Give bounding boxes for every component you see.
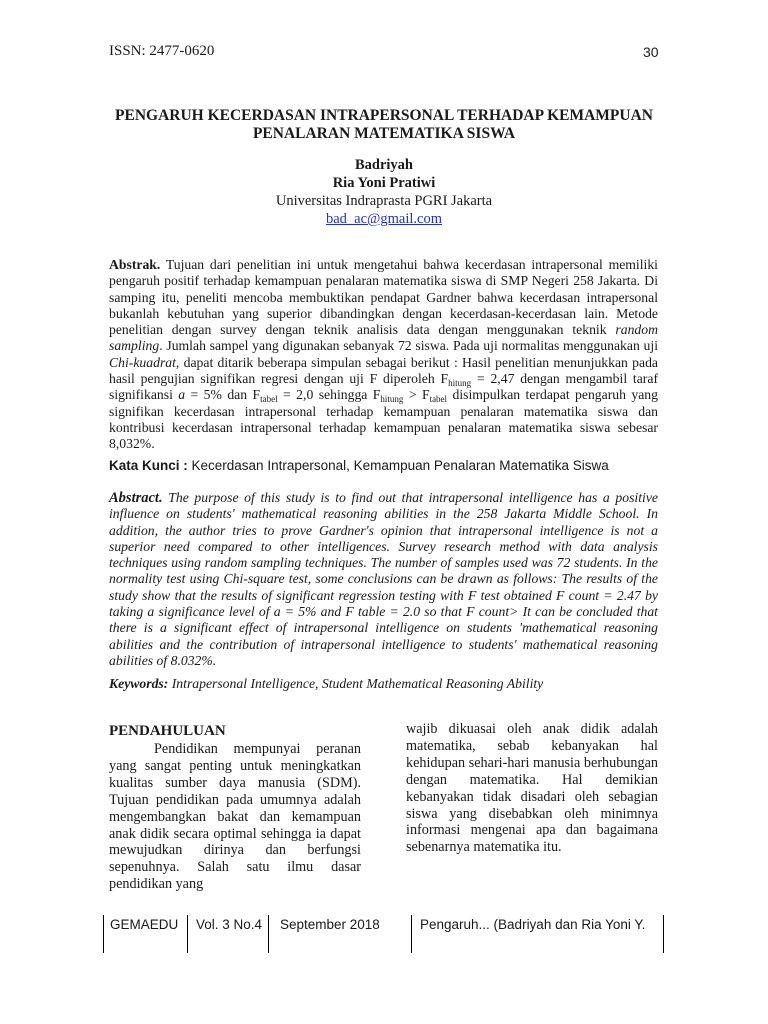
subscript-tabel-2: tabel <box>429 394 448 405</box>
kata-kunci-label: Kata Kunci : <box>109 458 188 473</box>
abstrak-text-5: = 5% dan F <box>185 387 261 403</box>
title-line-1: PENGARUH KECERDASAN INTRAPERSONAL TERHADAP KEMAMPUAN <box>115 107 653 124</box>
intro-left-column <box>109 722 361 893</box>
abstrak-text-7: > F <box>403 387 430 403</box>
paper-title <box>100 107 668 143</box>
abstract-label: Abstract. <box>109 490 163 506</box>
abstrak-text-3: , dapat ditarik beberapa simpulan sebagai berikut : Hasil penelitian menunjukkan pada hasil pengujian signifikan regresi dengan uji F diperoleh F <box>109 354 658 387</box>
footer-divider <box>663 915 664 953</box>
keywords-text: Intrapersonal Intelligence, Student Mathematical Reasoning Ability <box>168 676 544 691</box>
issn-label: ISSN: 2477-0620 <box>109 43 215 59</box>
kata-kunci <box>109 458 658 474</box>
footer-journal: GEMAEDU <box>110 917 179 932</box>
keywords <box>109 676 658 692</box>
abstract-text: The purpose of this study is to find out that intrapersonal intelligence has a positive influence on students' mathematical reasoning abilities in the 258 Jakarta Middle School. In addition, the author tries to prove Gardner's opinion that intrapersonal intelligence is not a superior need compared to other intelligences. Survey research method with data analysis techniques using random sampling techniques. The number of samples used was 72 students. In the normality test using Chi-square test, some conclusions can be drawn as follows: The results of the study show that the results of significant regression testing with F test obtained F count = 2.47 by taking a significance level of a = 5% and F table = 2.0 so that F count> It can be concluded that there is a significant effect of intrapersonal intelligence on students 'mathematical reasoning abilities and the contribution of intrapersonal intelligence to students' mathematical reasoning abilities of 8.032%. <box>109 490 658 668</box>
page-number: 30 <box>643 44 659 60</box>
abstrak-text-6: = 2,0 sehingga F <box>277 387 381 403</box>
abstrak-text-1: Tujuan dari penelitian ini untuk mengetahui bahwa kecerdasan intrapersonal memiliki pengaruh positif terhadap kemampuan penalaran matematika siswa di SMP Negeri 258 Jakarta. Di samping itu, peneliti mencoba membuktikan pendapat Gardner bahwa kecerdasan intrapersonal bukanlah kebutuhan yang superior dibandingkan dengan kecerdasan-kecerdasan lain. Metode penelitian dengan survey dengan teknik analisis data dengan menggunakan teknik <box>109 257 658 338</box>
author-2: Ria Yoni Pratiwi <box>332 175 436 191</box>
intro-paragraph-left: Pendidikan mempunyai peranan yang sangat penting untuk meningkatkan kualitas sumber daya manusia (SDM). Tujuan pendidikan pada umumnya adalah mengembangkan bakat dan kemampuan anak didik secara optimal sehingga ia dapat mewujudkan dirinya dan berfungsi sepenuhnya. Salah satu ilmu dasar pendidikan yang <box>109 741 361 893</box>
footer-date: September 2018 <box>280 917 380 932</box>
keywords-label: Keywords: <box>109 676 169 691</box>
footer-divider <box>411 915 412 953</box>
footer-divider <box>268 915 269 953</box>
section-heading-pendahuluan: PENDAHULUAN <box>109 723 226 739</box>
footer-volume: Vol. 3 No.4 <box>196 917 263 932</box>
author-block <box>100 156 668 228</box>
email-link[interactable]: bad_ac@gmail.com <box>325 211 443 227</box>
abstract-indonesian <box>109 257 658 453</box>
intro-paragraph-right: wajib dikuasai oleh anak didik adalah matematika, sebab kebanyakan hal kehidupan sehari-hari manusia berhubungan dengan matematika. Hal demikian kebanyakan tidak disadari oleh sebagian siswa yang disebabkan oleh minimnya informasi mengenai apa dan bagaimana sebenarnya matematika itu. <box>406 721 658 856</box>
abstrak-text-8: disimpulkan terdapat pengaruh yang signifikan kecerdasan intrapersonal terhadap kemampuan penalaran matematika siswa dan kontribusi kecerdasan intrapersonal terhadap kemampuan penalaran matematika siswa sebesar 8,032%. <box>109 387 658 452</box>
subscript-hitung: hitung <box>448 378 472 389</box>
footer-divider <box>187 915 188 953</box>
abstrak-label: Abstrak. <box>109 257 161 272</box>
subscript-tabel: tabel <box>260 394 278 405</box>
kata-kunci-text: Kecerdasan Intrapersonal, Kemampuan Penalaran Matematika Siswa <box>187 458 609 473</box>
intro-right-column <box>406 721 658 856</box>
abstrak-chi-kuadrat: Chi-kuadrat <box>109 354 176 370</box>
abstrak-random-sampling: random sampling <box>109 322 658 354</box>
footer-citation: Pengaruh... (Badriyah dan Ria Yoni Y. <box>420 917 646 932</box>
footer-divider <box>103 915 104 953</box>
affiliation: Universitas Indraprasta PGRI Jakarta <box>275 193 493 209</box>
abstrak-text-4: = 2,47 dengan mengambil taraf signifikansi <box>109 371 658 403</box>
abstrak-text-2: . Jumlah sampel yang digunakan sebanyak 72 siswa. Pada uji normalitas menggunakan uji <box>159 338 658 354</box>
abstract-english <box>109 490 658 669</box>
alpha-symbol: a <box>178 387 186 403</box>
title-line-2: PENALARAN MATEMATIKA SISWA <box>252 125 516 142</box>
subscript-hitung-2: hitung <box>380 394 404 405</box>
author-1: Badriyah <box>354 157 413 173</box>
